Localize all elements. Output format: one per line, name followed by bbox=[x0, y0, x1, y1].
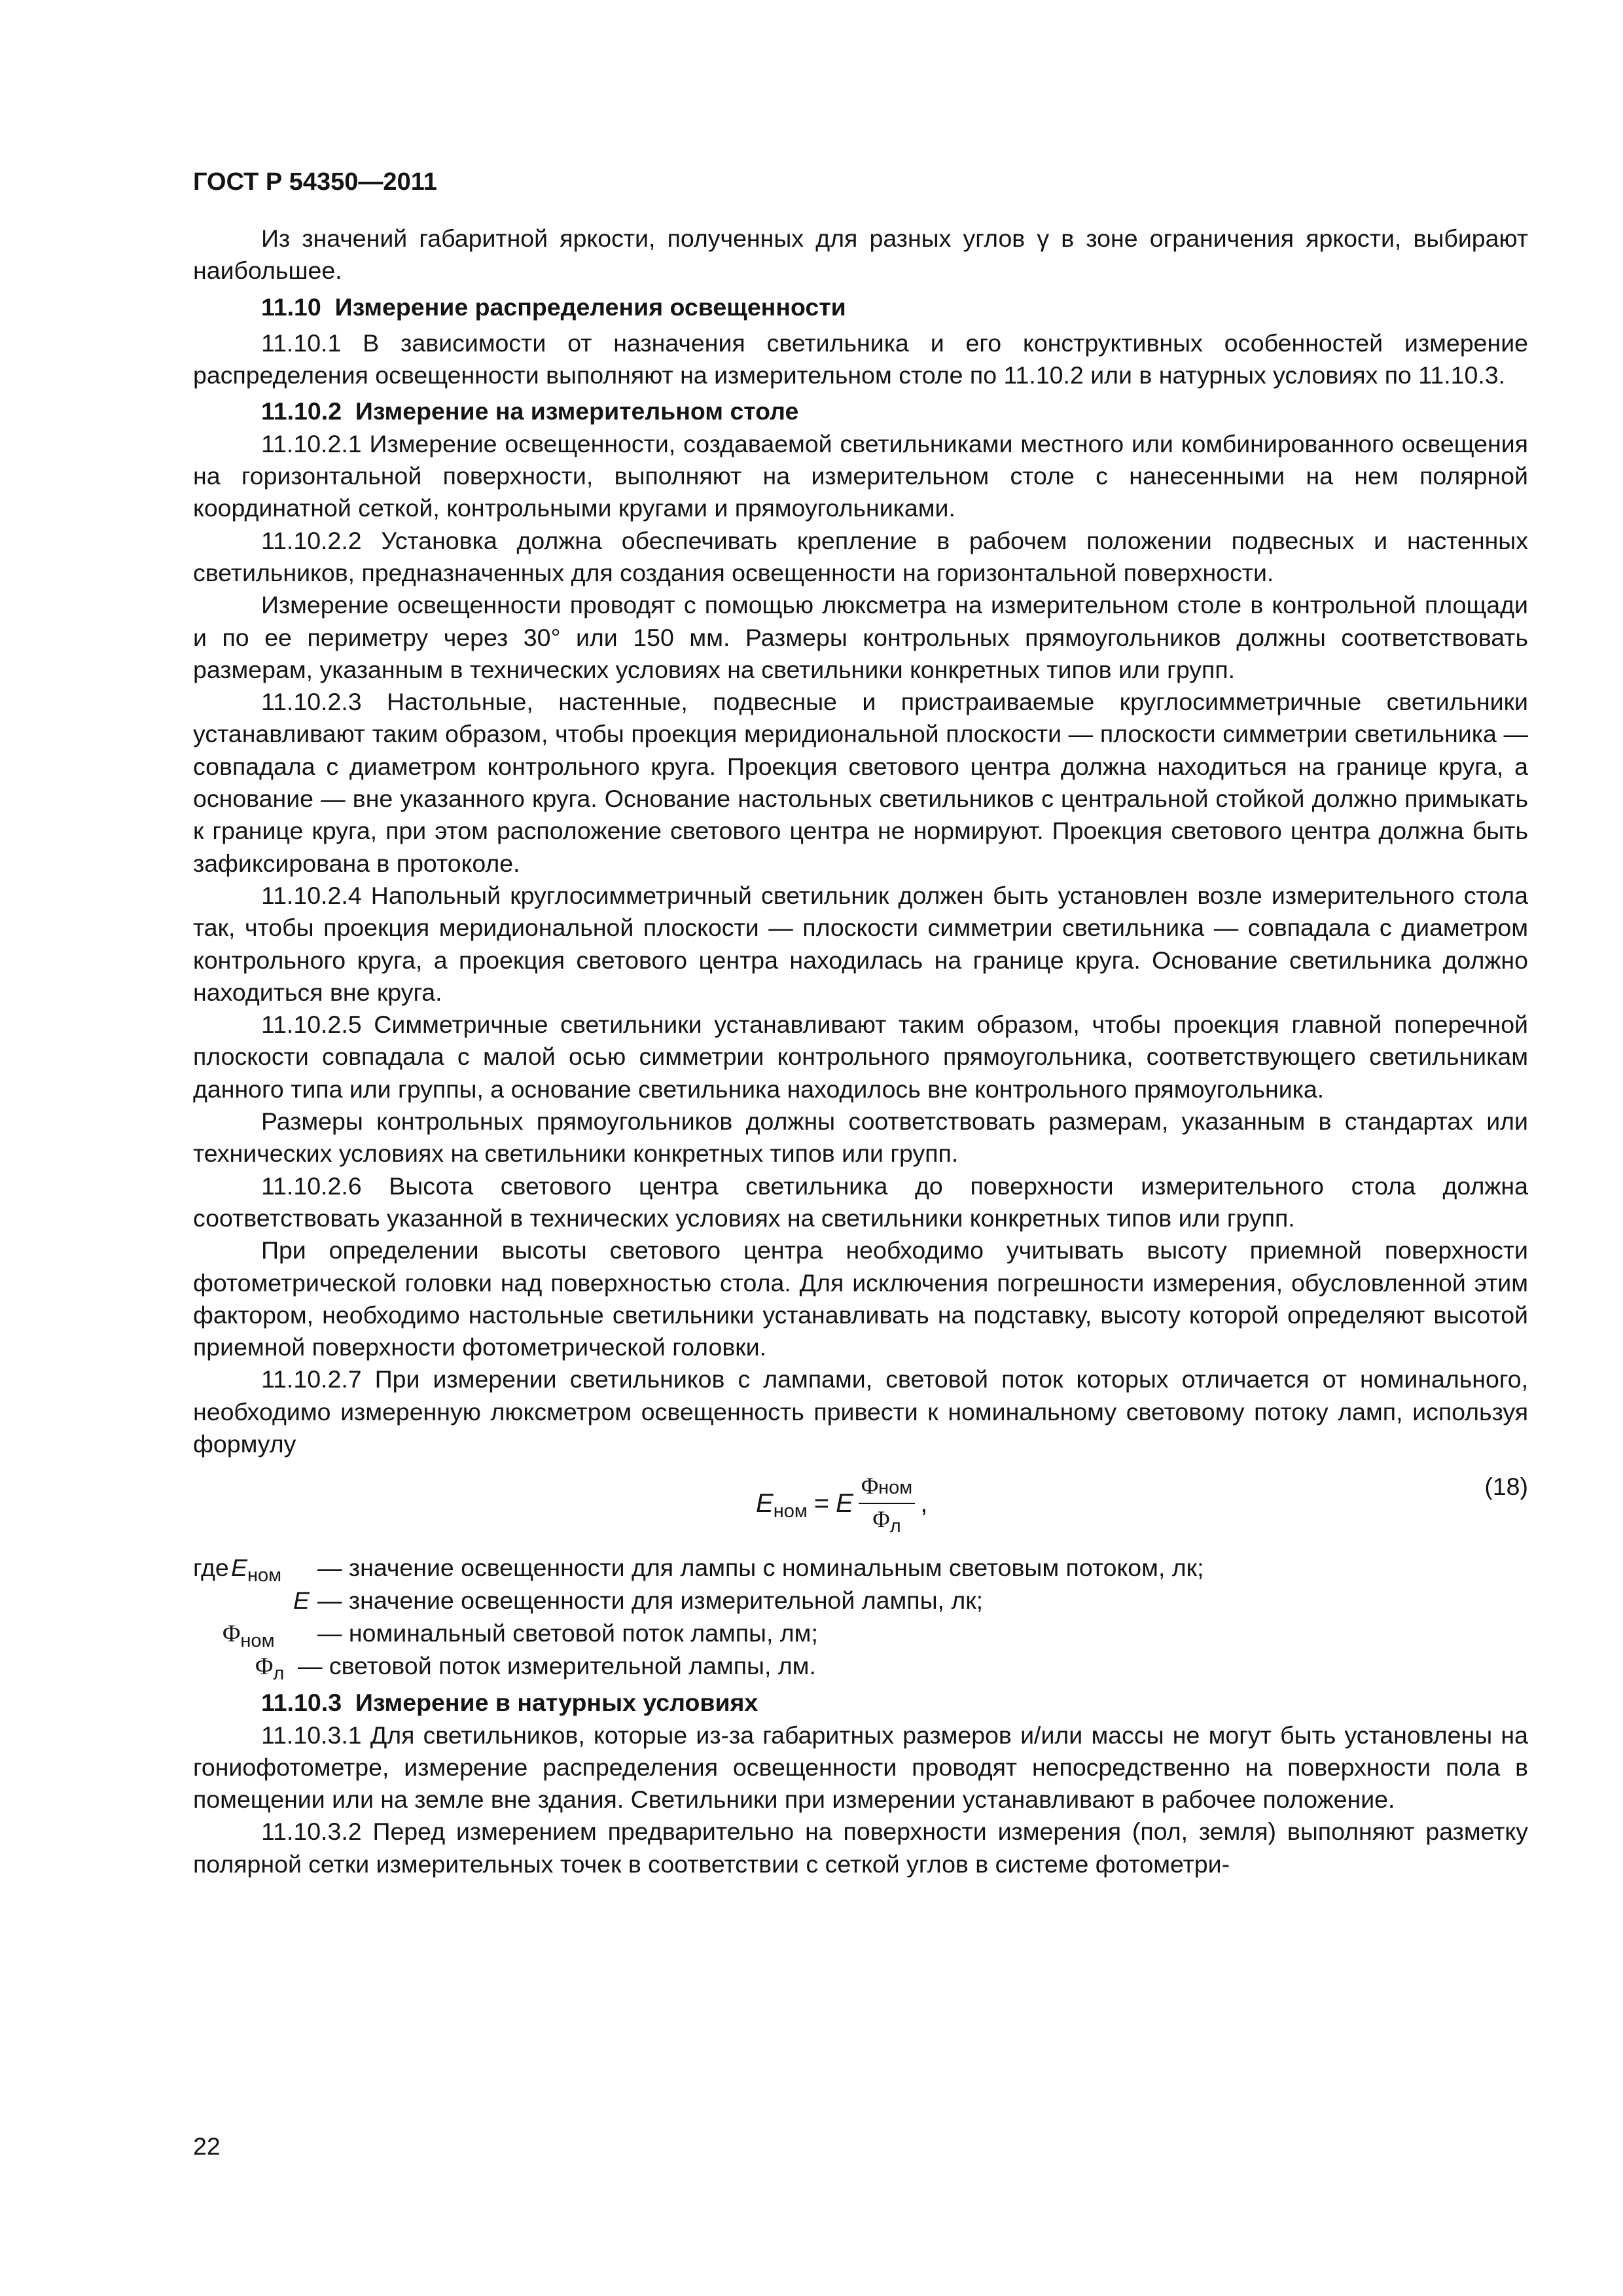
section-title: Измерение распределения освещенности bbox=[334, 293, 846, 321]
paragraph-rectangle-sizes: Размеры контрольных прямоугольников должны соответствовать размерам, указанным в стандартах или технических условиях на светильники конкретных типов или групп. bbox=[193, 1107, 1528, 1168]
formula-trailing-comma: , bbox=[920, 1488, 928, 1518]
denominator-subscript: л bbox=[889, 1516, 901, 1537]
intro-paragraph: Из значений габаритной яркости, полученных для разных углов γ в зоне ограничения яркости, выбирают наибольшее. bbox=[193, 224, 1528, 285]
paragraph-11-10-2-6: 11.10.2.6 Высота светового центра светильника до поверхности измерительного стола должна соответствовать указанной в технических условиях на светильники конкретных типов или групп. bbox=[193, 1172, 1528, 1232]
paragraph-measurement: Измерение освещенности проводят с помощью люксметра на измерительном столе в контрольной площади и по ее периметру через 30° или 150 мм. Размеры контрольных прямоугольников должны соответствовать размерам, указанным в технических условиях на светильники конкретных типов или групп. bbox=[193, 591, 1528, 683]
definition-lead: где bbox=[193, 1554, 229, 1582]
definition-row bbox=[193, 1617, 1528, 1650]
formula-lhs-subscript: ном bbox=[773, 1500, 808, 1522]
definition-row bbox=[193, 1585, 1528, 1617]
definition-text: — значение освещенности для измерительной лампы, лк; bbox=[317, 1587, 984, 1615]
page-number: 22 bbox=[193, 2132, 221, 2160]
definition-symbol: $E_{ном}$ bbox=[231, 1554, 282, 1587]
section-number: 11.10.3 bbox=[261, 1689, 342, 1717]
fraction-numerator bbox=[859, 1471, 915, 1504]
numerator-symbol: Φ bbox=[861, 1473, 879, 1499]
paragraph-11-10-2-7: 11.10.2.7 При измерении светильников с лампами, световой поток которых отличается от номинального, необходимо измеренную люксметром освещенность привести к номинальному световому потоку ламп, используя формулу bbox=[193, 1365, 1528, 1458]
document-header: ГОСТ Р 54350—2011 bbox=[193, 168, 437, 196]
formula-block bbox=[193, 1465, 1528, 1552]
denominator-symbol: Φ bbox=[872, 1506, 890, 1533]
section-11-10-3-heading bbox=[193, 1687, 1528, 1719]
definition-symbol: $\Phi_{ном}$ bbox=[223, 1621, 275, 1652]
definition-text: — значение освещенности для лампы с номинальным световым потоком, лк; bbox=[317, 1554, 1204, 1582]
formula-equals: = bbox=[813, 1488, 830, 1518]
paragraph-11-10-1: 11.10.1 В зависимости от назначения светильника и его конструктивных особенностей измерение распределения освещенности выполняют на измерительном столе по 11.10.2 или в натурных условиях по 11.10.3. bbox=[193, 329, 1528, 389]
definition-row bbox=[193, 1552, 1528, 1585]
definition-symbol: $\Phi_л$ bbox=[255, 1653, 285, 1685]
definition-row bbox=[193, 1650, 1528, 1683]
formula-rhs-symbol: E bbox=[836, 1488, 853, 1518]
paragraph-11-10-2-5: 11.10.2.5 Симметричные светильники устанавливают таким образом, чтобы проекция главной поперечной плоскости совпадала с малой осью симметрии контрольного прямоугольника, соответствующего светильникам данного типа или группы, а основание светильника находилось вне контрольного прямоугольника. bbox=[193, 1011, 1528, 1103]
definition-text: — номинальный световой поток лампы, лм; bbox=[317, 1619, 818, 1647]
formula-fraction bbox=[859, 1471, 915, 1536]
equation-number: (18) bbox=[1484, 1473, 1528, 1501]
paragraph-11-10-3-1: 11.10.3.1 Для светильников, которые из-за габаритных размеров и/или массы не могут быть установлены на гониофотометре, измерение распределения освещенности проводят непосредственно на поверхности пола в помещении или на земле вне здания. Светильники при измерении устанавливают в рабочее положение. bbox=[193, 1721, 1528, 1814]
paragraph-11-10-2-2: 11.10.2.2 Установка должна обеспечивать крепление в рабочем положении подвесных и настенных светильников, предназначенных для создания освещенности на горизонтальной поверхности. bbox=[193, 526, 1528, 586]
paragraph-height-note: При определении высоты светового центра необходимо учитывать высоту приемной поверхности фотометрической головки над поверхностью стола. Для исключения погрешности измерения, обусловленной этим фактором, необходимо настольные светильники устанавливать на подставку, высоту которой определяют высотой приемной поверхности фотометрической головки. bbox=[193, 1236, 1528, 1361]
section-number: 11.10 bbox=[261, 293, 321, 321]
section-title: Измерение на измерительном столе bbox=[355, 397, 799, 425]
paragraph-11-10-2-4: 11.10.2.4 Напольный круглосимметричный светильник должен быть установлен возле измерительного стола так, чтобы проекция меридиональной плоскости — плоскости симметрии светильника — совпадала с диаметром контрольного круга, а проекция светового центра находилась на границе круга. Основание светильника должно находиться вне круга. bbox=[193, 881, 1528, 1006]
paragraph-11-10-3-2: 11.10.3.2 Перед измерением предварительно на поверхности измерения (пол, земля) выполняют разметку полярной сетки измерительных точек в соответствии с сеткой углов в системе фотометри- bbox=[193, 1818, 1528, 1878]
document-body bbox=[193, 223, 1528, 1880]
formula-definitions bbox=[193, 1552, 1528, 1683]
section-number: 11.10.2 bbox=[261, 397, 342, 425]
definition-symbol: E bbox=[293, 1587, 310, 1615]
fraction-denominator bbox=[872, 1504, 901, 1536]
section-title: Измерение в натурных условиях bbox=[355, 1689, 758, 1717]
formula-lhs-symbol: E bbox=[756, 1488, 774, 1518]
section-11-10-2-heading bbox=[193, 395, 1528, 427]
numerator-subscript: ном bbox=[878, 1477, 913, 1499]
paragraph-11-10-2-1: 11.10.2.1 Измерение освещенности, создаваемой светильниками местного или комбинированного освещения на горизонтальной поверхности, выполняют на измерительном столе с нанесенными на нем полярной координатной сеткой, контрольными кругами и прямоугольниками. bbox=[193, 429, 1528, 522]
definition-text: — световой поток измерительной лампы, лм. bbox=[298, 1652, 816, 1680]
formula-18 bbox=[756, 1471, 927, 1536]
section-11-10-heading bbox=[193, 291, 1528, 323]
paragraph-11-10-2-3: 11.10.2.3 Настольные, настенные, подвесные и пристраиваемые круглосимметричные светильники устанавливают таким образом, чтобы проекция меридиональной плоскости — плоскости симметрии светильника — совпадала с диаметром контрольного круга. Проекция светового центра должна находиться на границе круга, а основание — вне указанного круга. Основание настольных светильников с центральной стойкой должно примыкать к границе круга, при этом расположение светового центра не нормируют. Проекция светового центра должна быть зафиксирована в протоколе. bbox=[193, 688, 1528, 877]
